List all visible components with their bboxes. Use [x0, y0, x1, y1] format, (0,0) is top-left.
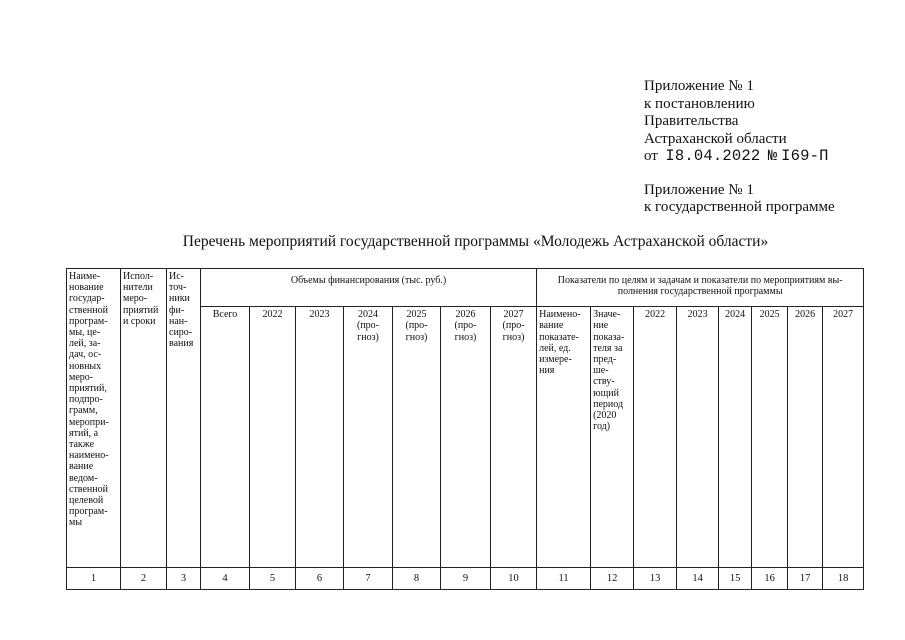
header-fin-2024: 2024 (про- гноз): [344, 307, 393, 568]
appendix-line-1: Приложение № 1: [644, 78, 754, 94]
measures-table: [66, 268, 864, 590]
header-fin-2022: 2022: [250, 307, 296, 568]
header-ind-2025: 2025: [752, 307, 788, 568]
header-fin-2023: 2023: [296, 307, 344, 568]
document-title: Перечень мероприятий государственной программы «Молодежь Астраханской области»: [182, 233, 769, 250]
col-number: 11: [537, 567, 591, 589]
header-ind-2024: 2024: [719, 307, 752, 568]
spacer: [644, 166, 835, 182]
col-number: 4: [201, 567, 250, 589]
column-number-row: [67, 567, 864, 589]
col-number: 16: [752, 567, 788, 589]
program-appendix-line-1: Приложение № 1: [644, 181, 754, 198]
number-prefix: №: [767, 147, 778, 165]
col-number: 18: [823, 567, 864, 589]
col-number: 14: [677, 567, 719, 589]
header-indicator-base-value: Значе- ние показа- теля за пред- ше- ству- ющий период (2020 год): [591, 307, 634, 568]
col-number: 8: [393, 567, 441, 589]
decree-number: I69-П: [781, 147, 829, 165]
header-ind-2027: 2027: [823, 307, 864, 568]
appendix-line-3: Правительства: [644, 113, 739, 129]
col-number: 6: [296, 567, 344, 589]
header-program-name: Наиме- нование государ- ственной програм- мы, це- лей, за- дач, ос- новных меро- приятий, подпро- грамм, меропри- ятий, а также наимено- вание ведом- ственной целевой програм- мы: [67, 269, 121, 568]
header-indicators: Показатели по целям и задачам и показатели по мероприятиям вы- полнения государственной программы: [537, 269, 864, 307]
appendix-line-4: Астраханской области: [644, 130, 787, 147]
header-indicator-name: Наимено- вание показате- лей, ед. измере- ния: [537, 307, 591, 568]
col-number: 5: [250, 567, 296, 589]
header-total: Всего: [201, 307, 250, 568]
header-ind-2022: 2022: [634, 307, 677, 568]
header-ind-2026: 2026: [788, 307, 823, 568]
appendix-date-line: [644, 148, 835, 166]
decree-date: I8.04.2022: [665, 147, 761, 165]
header-executors: Испол- нители меро- приятий и сроки: [121, 269, 167, 568]
appendix-line-2: к постановлению: [644, 95, 755, 112]
col-number: 1: [67, 567, 121, 589]
appendix-block: [644, 78, 835, 217]
header-ind-2023: 2023: [677, 307, 719, 568]
date-prefix: от: [644, 148, 658, 164]
col-number: 15: [719, 567, 752, 589]
col-number: 2: [121, 567, 167, 589]
col-number: 13: [634, 567, 677, 589]
header-sources: Ис- точ- ники фи- нан- сиро- вания: [167, 269, 201, 568]
header-fin-2027: 2027 (про- гноз): [491, 307, 537, 568]
col-number: 7: [344, 567, 393, 589]
col-number: 17: [788, 567, 823, 589]
col-number: 9: [441, 567, 491, 589]
header-row-1: [67, 269, 864, 307]
col-number: 3: [167, 567, 201, 589]
col-number: 10: [491, 567, 537, 589]
header-fin-2025: 2025 (про- гноз): [393, 307, 441, 568]
header-finance: Объемы финансирования (тыс. руб.): [201, 269, 537, 307]
col-number: 12: [591, 567, 634, 589]
header-fin-2026: 2026 (про- гноз): [441, 307, 491, 568]
program-appendix-line-2: к государственной программе: [644, 199, 835, 215]
